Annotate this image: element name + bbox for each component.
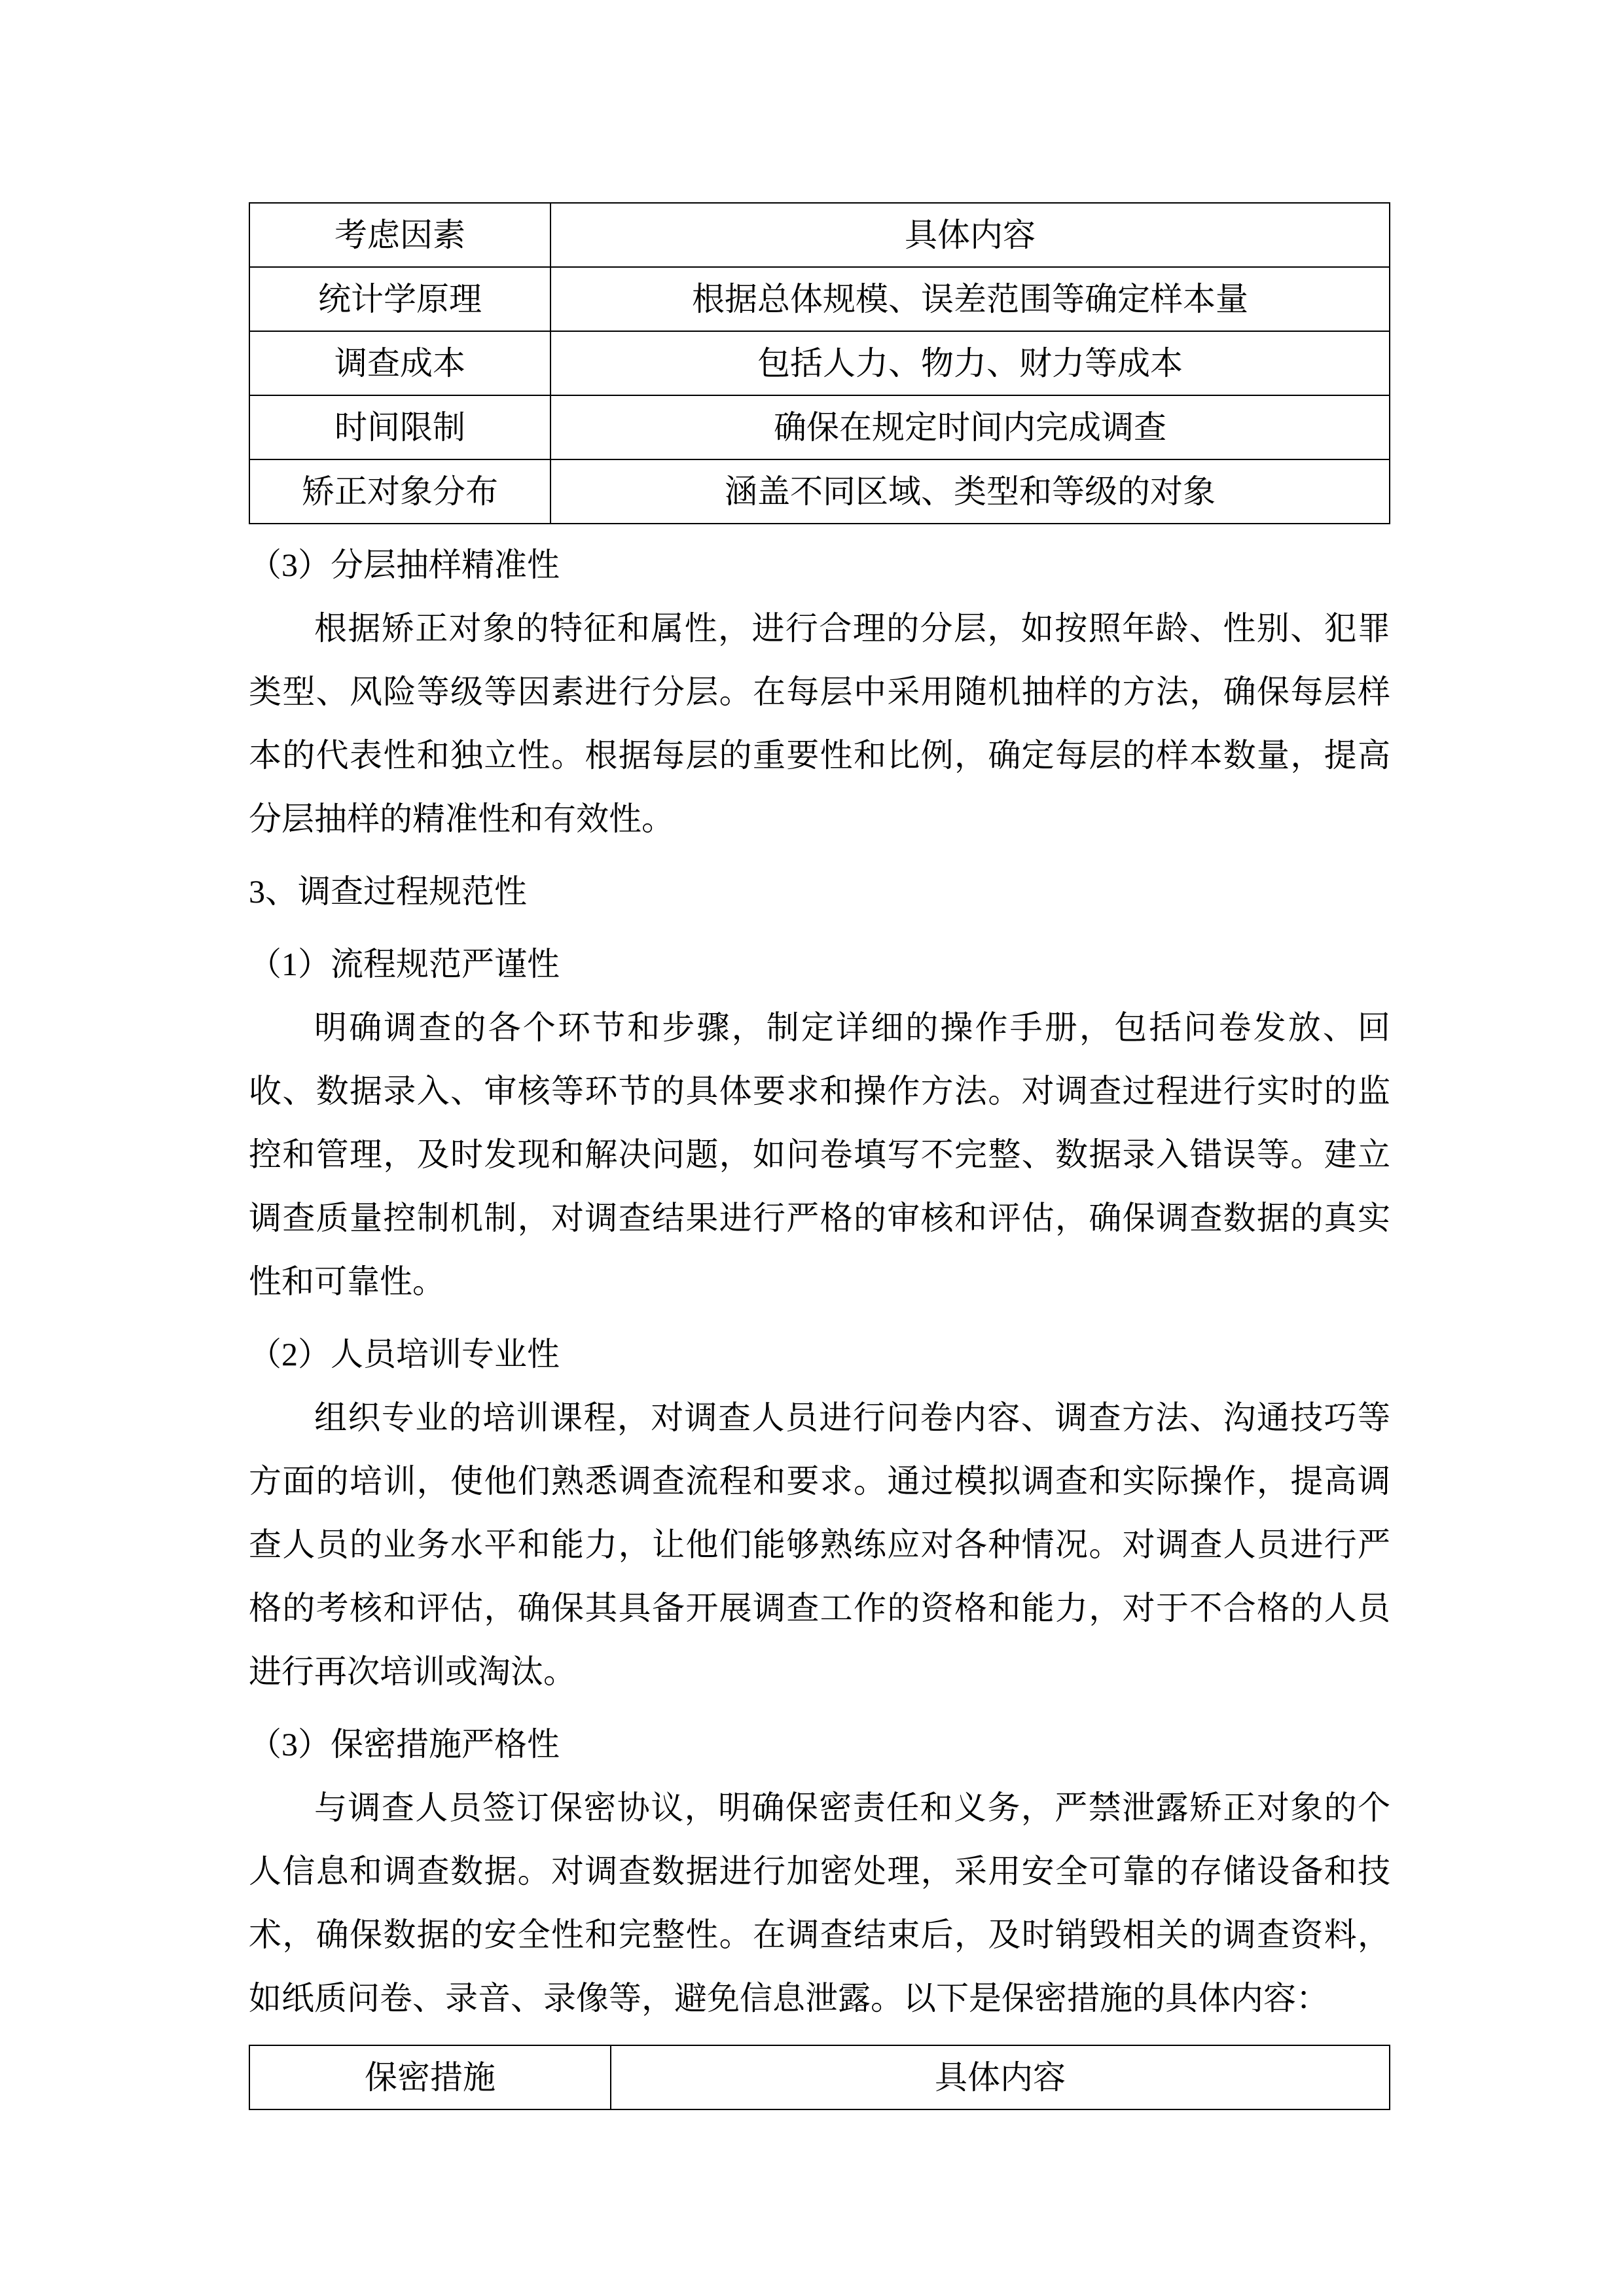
table-cell: 包括人力、物力、财力等成本 bbox=[550, 331, 1390, 395]
section-heading-survey-process: 3、调查过程规范性 bbox=[249, 873, 527, 910]
table-header-cell: 具体内容 bbox=[611, 2045, 1390, 2109]
table-row bbox=[249, 267, 1390, 331]
section-heading-stratified-sampling: （3）分层抽样精准性 bbox=[249, 547, 560, 583]
section-heading-personnel-training: （2）人员培训专业性 bbox=[249, 1336, 560, 1372]
table-header-cell: 具体内容 bbox=[550, 203, 1390, 267]
table-cell: 矫正对象分布 bbox=[249, 459, 550, 524]
table-row bbox=[249, 459, 1390, 524]
table-cell: 根据总体规模、误差范围等确定样本量 bbox=[550, 267, 1390, 331]
paragraph-stratified-sampling: 根据矫正对象的特征和属性，进行合理的分层，如按照年龄、性别、犯罪类型、风险等级等因素进行分层。在每层中采用随机抽样的方法，确保每层样本的代表性和独立性。根据每层的重要性和比例，确定每层的样本数量，提高分层抽样的精准性和有效性。 bbox=[249, 610, 1390, 837]
table-header-row bbox=[249, 203, 1390, 267]
document-page bbox=[249, 202, 1390, 2110]
table-header-cell: 考虑因素 bbox=[249, 203, 550, 267]
table-cell: 涵盖不同区域、类型和等级的对象 bbox=[550, 459, 1390, 524]
table-cell: 统计学原理 bbox=[249, 267, 550, 331]
table-row bbox=[249, 331, 1390, 395]
paragraph-personnel-training: 组织专业的培训课程，对调查人员进行问卷内容、调查方法、沟通技巧等方面的培训，使他们熟悉调查流程和要求。通过模拟调查和实际操作，提高调查人员的业务水平和能力，让他们能够熟练应对各种情况。对调查人员进行严格的考核和评估，确保其具备开展调查工作的资格和能力，对于不合格的人员进行再次培训或淘汰。 bbox=[249, 1399, 1390, 1690]
sampling-factors-table bbox=[249, 202, 1390, 524]
table-cell: 调查成本 bbox=[249, 331, 550, 395]
paragraph-process-rigor: 明确调查的各个环节和步骤，制定详细的操作手册，包括问卷发放、回收、数据录入、审核等环节的具体要求和操作方法。对调查过程进行实时的监控和管理，及时发现和解决问题，如问卷填写不完整、数据录入错误等。建立调查质量控制机制，对调查结果进行严格的审核和评估，确保调查数据的真实性和可靠性。 bbox=[249, 1009, 1390, 1300]
table-cell: 确保在规定时间内完成调查 bbox=[550, 395, 1390, 459]
confidentiality-measures-table bbox=[249, 2045, 1390, 2110]
table-header-row bbox=[249, 2045, 1390, 2109]
section-heading-process-rigor: （1）流程规范严谨性 bbox=[249, 946, 560, 982]
paragraph-confidentiality: 与调查人员签订保密协议，明确保密责任和义务，严禁泄露矫正对象的个人信息和调查数据。对调查数据进行加密处理，采用安全可靠的存储设备和技术，确保数据的安全性和完整性。在调查结束后，及时销毁相关的调查资料，如纸质问卷、录音、录像等，避免信息泄露。以下是保密措施的具体内容： bbox=[249, 1789, 1390, 2017]
section-heading-confidentiality: （3）保密措施严格性 bbox=[249, 1726, 560, 1763]
table-row bbox=[249, 395, 1390, 459]
table-header-cell: 保密措施 bbox=[249, 2045, 611, 2109]
table-cell: 时间限制 bbox=[249, 395, 550, 459]
